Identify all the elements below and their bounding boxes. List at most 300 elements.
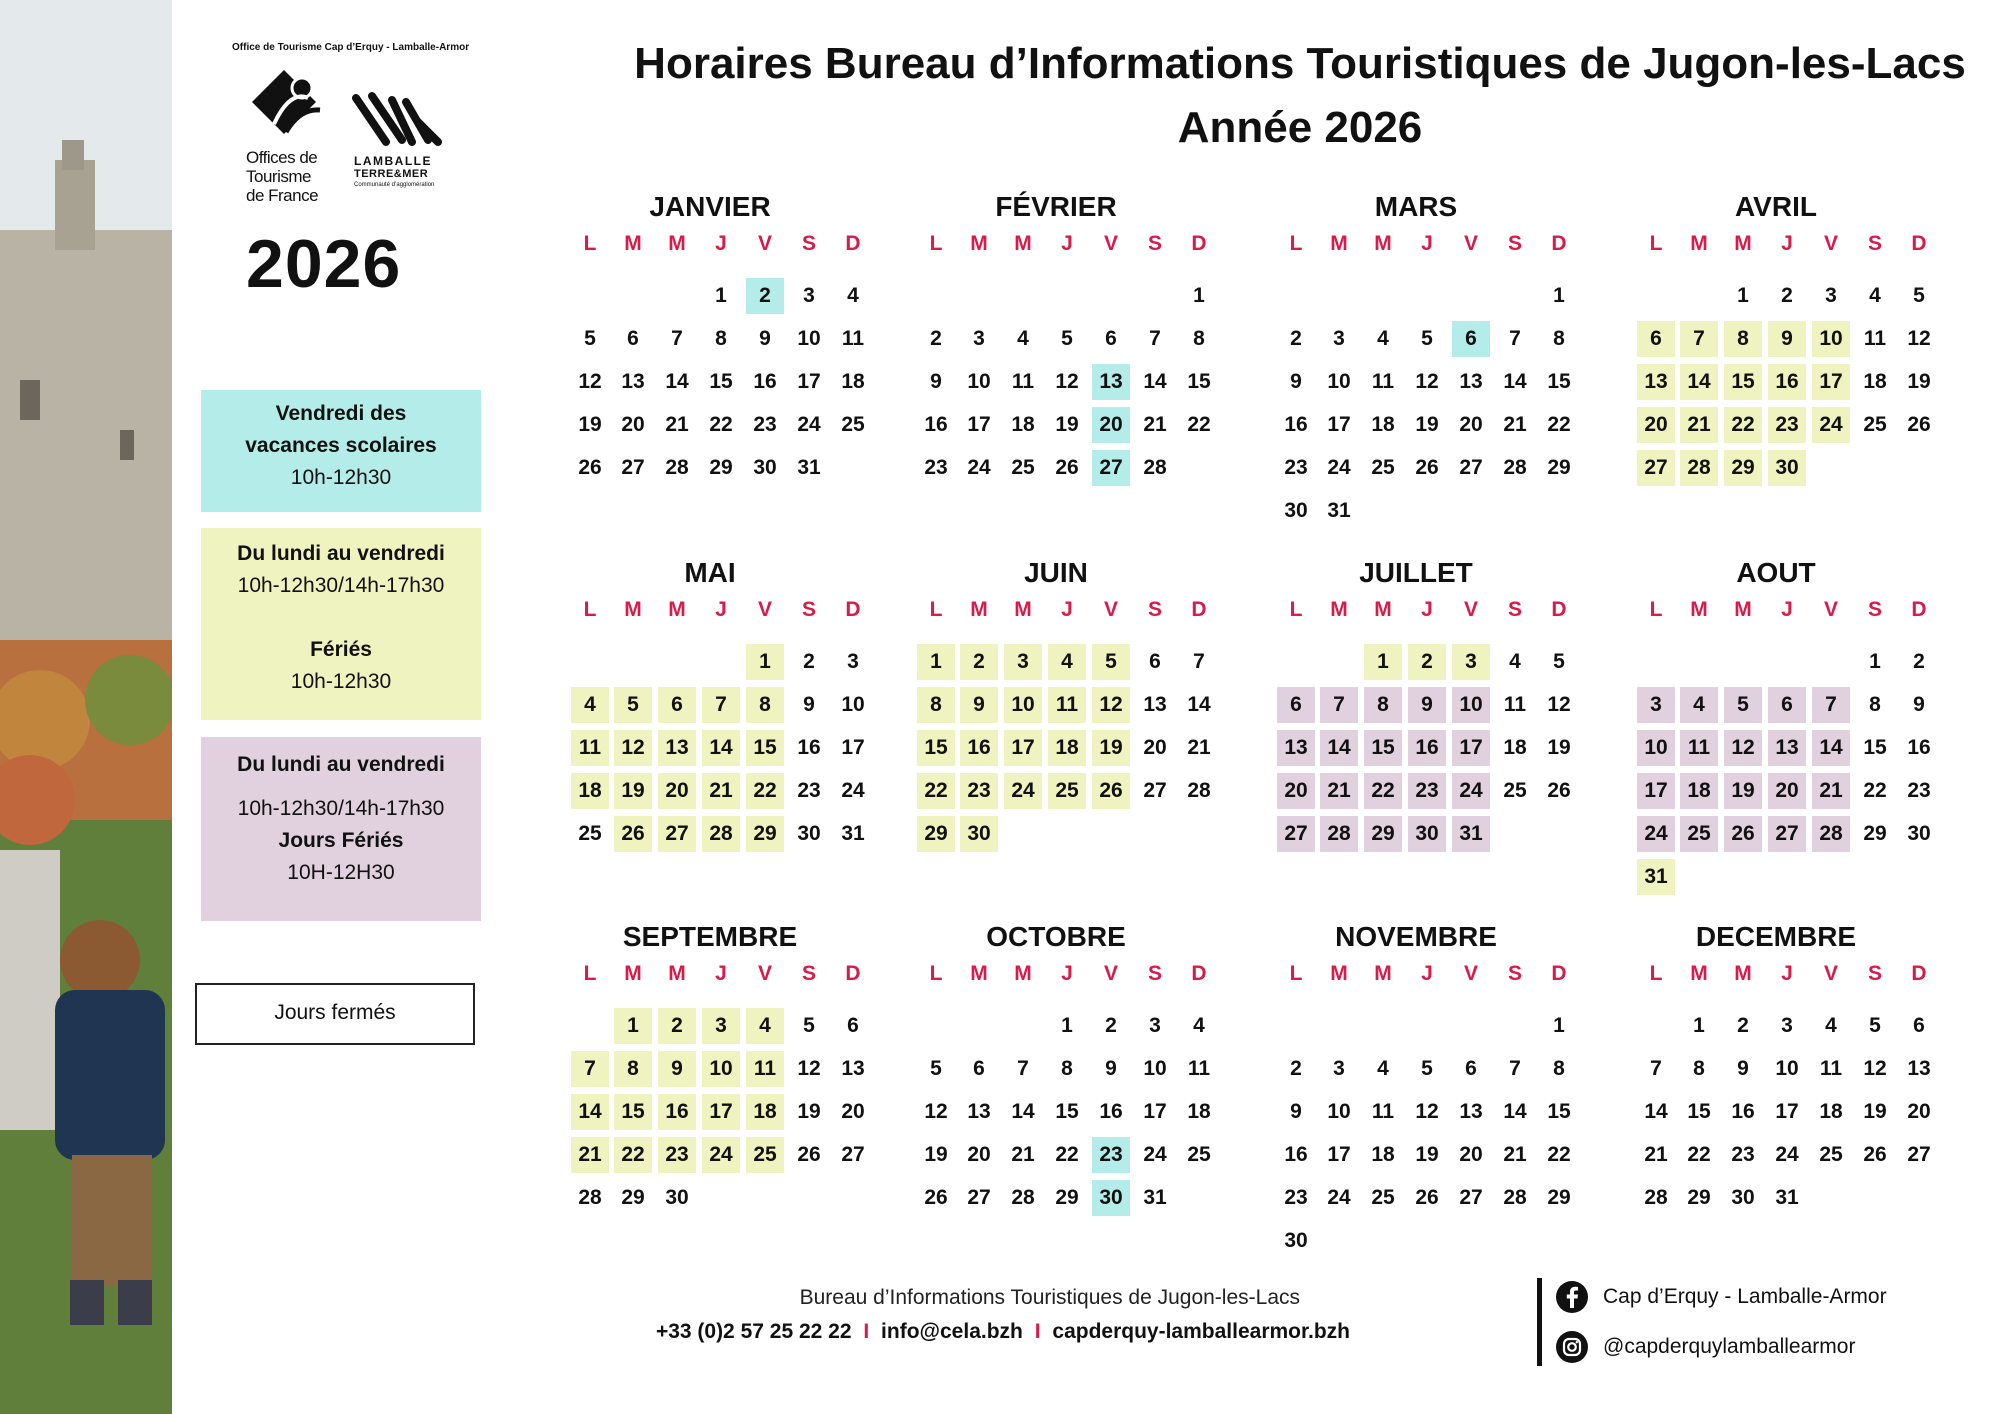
calendar-day: 29 [1724, 450, 1762, 486]
weekday-label: S [1147, 232, 1162, 255]
calendar-day: 15 [1547, 1100, 1571, 1123]
weekday-label: M [1690, 598, 1708, 621]
weekday-label: M [1374, 598, 1392, 621]
calendar-day: 27 [967, 1186, 991, 1209]
weekday-label: S [1507, 962, 1522, 985]
calendar-day: 3 [1333, 327, 1345, 350]
facebook-label: Cap d’Erquy - Lamballe-Armor [1603, 1285, 1887, 1308]
weekday-label: M [970, 232, 988, 255]
calendar-day: 2 [1913, 650, 1925, 673]
calendar-day: 8 [614, 1051, 652, 1087]
calendar-day: 15 [1863, 736, 1887, 759]
calendar-day: 28 [1187, 779, 1211, 802]
calendar-day: 12 [797, 1057, 821, 1080]
otf-logo-icon [246, 68, 330, 144]
calendar-day: 30 [1731, 1186, 1755, 1209]
legend-cyan-line1: Vendredi des [275, 402, 407, 425]
calendar-day: 21 [1011, 1143, 1035, 1166]
calendar-day: 5 [1553, 650, 1565, 673]
month-title: MARS [1374, 191, 1458, 222]
calendar-day: 4 [847, 284, 859, 307]
calendar-day: 18 [1503, 736, 1527, 759]
calendar-day: 12 [1055, 370, 1079, 393]
month-title: JUILLET [1359, 557, 1473, 588]
weekday-label: J [1061, 598, 1073, 621]
legend-cyan-line3: 10h-12h30 [290, 466, 392, 489]
calendar-day: 7 [1149, 327, 1161, 350]
calendar-day: 18 [571, 773, 609, 809]
month-8 [560, 920, 865, 1260]
facebook-link[interactable] [1555, 1280, 1887, 1314]
calendar-day: 29 [1547, 1186, 1571, 1209]
calendar-day: 7 [571, 1051, 609, 1087]
calendar-day: 14 [571, 1094, 609, 1130]
footer-contact-line [600, 1320, 1350, 1344]
title-line1: Horaires Bureau d’Informations Touristiques de Jugon-les-Lacs [634, 39, 1966, 88]
calendar-day: 21 [1503, 1143, 1527, 1166]
calendar-day: 12 [578, 370, 602, 393]
weekday-label: M [1330, 598, 1348, 621]
instagram-link[interactable] [1555, 1330, 1855, 1364]
calendar-day: 22 [1364, 773, 1402, 809]
calendar-day: 10 [1637, 730, 1675, 766]
weekday-label: S [1867, 598, 1882, 621]
calendar-day: 21 [1644, 1143, 1668, 1166]
calendar-day: 24 [702, 1137, 740, 1173]
offices-de-tourisme-logo [246, 68, 330, 210]
calendar-day: 27 [1459, 1186, 1483, 1209]
calendar-day: 14 [702, 730, 740, 766]
weekday-label: M [668, 962, 686, 985]
weekday-label: M [1734, 598, 1752, 621]
calendar-day: 11 [841, 327, 865, 350]
calendar-day: 4 [1869, 284, 1881, 307]
calendar-day: 13 [967, 1100, 991, 1123]
calendar-day: 14 [1812, 730, 1850, 766]
weekday-label: D [845, 962, 861, 985]
calendar-day: 24 [797, 413, 821, 436]
calendar-day: 23 [1284, 1186, 1308, 1209]
castle-photo [0, 0, 172, 1414]
calendar-day: 6 [1277, 687, 1315, 723]
weekday-label: V [1463, 962, 1478, 985]
weekday-label: M [1374, 232, 1392, 255]
calendar-day: 30 [1907, 822, 1931, 845]
calendar-day: 20 [1907, 1100, 1931, 1123]
month-1 [906, 190, 1211, 530]
footer-separator-1: I [863, 1320, 870, 1343]
calendar-day: 9 [803, 693, 815, 716]
calendar-day: 18 [1371, 1143, 1395, 1166]
weekday-label: D [1551, 232, 1567, 255]
calendar-day: 11 [1503, 693, 1527, 716]
calendar-day: 3 [1452, 644, 1490, 680]
otf-logo-line2: Tourisme [246, 167, 311, 186]
calendar-day: 22 [1547, 413, 1571, 436]
calendar-day: 23 [1768, 407, 1806, 443]
month-9 [906, 920, 1211, 1260]
title-line2: Année 2026 [1177, 103, 1423, 152]
legend-purple-line4: 10H-12H30 [287, 861, 395, 884]
calendar-day: 2 [803, 650, 815, 673]
calendar-day: 29 [917, 816, 955, 852]
calendar-day: 22 [746, 773, 784, 809]
calendar-day: 26 [924, 1186, 948, 1209]
calendar-day: 6 [658, 687, 696, 723]
calendar-day: 14 [1011, 1100, 1035, 1123]
calendar-day: 1 [1061, 1014, 1073, 1037]
month-3 [1626, 190, 1931, 530]
calendar-day: 17 [841, 736, 865, 759]
weekday-label: D [1191, 962, 1207, 985]
calendar-day: 5 [803, 1014, 815, 1037]
weekday-label: D [845, 232, 861, 255]
calendar-day: 31 [1637, 859, 1675, 895]
calendar-day: 28 [1143, 456, 1167, 479]
calendar-day: 31 [1775, 1186, 1799, 1209]
calendar-day: 30 [665, 1186, 689, 1209]
month-title: DECEMBRE [1695, 921, 1857, 952]
calendar-day: 2 [1781, 284, 1793, 307]
calendar-day: 24 [1812, 407, 1850, 443]
calendar-day: 26 [614, 816, 652, 852]
weekday-label: L [1649, 232, 1663, 255]
calendar-day: 16 [1284, 1143, 1308, 1166]
month-title: OCTOBRE [986, 921, 1126, 952]
calendar-day: 19 [1724, 773, 1762, 809]
calendar-day: 16 [1731, 1100, 1755, 1123]
calendar-day: 5 [1421, 1057, 1433, 1080]
calendar-day: 16 [658, 1094, 696, 1130]
legend-school-holiday-fridays [201, 390, 481, 512]
lamballe-terre-mer-logo [352, 92, 464, 196]
weekday-label: S [1147, 962, 1162, 985]
calendar-day: 10 [1812, 321, 1850, 357]
weekday-label: M [624, 598, 642, 621]
month-7 [1626, 556, 1931, 896]
calendar-day: 30 [1408, 816, 1446, 852]
legend-yellow-line3: Fériés [310, 638, 372, 661]
calendar-day: 1 [715, 284, 727, 307]
calendar-day: 30 [960, 816, 998, 852]
calendar-day: 25 [1863, 413, 1887, 436]
footer-email[interactable]: info@cela.bzh [881, 1320, 1023, 1343]
calendar-day: 28 [1812, 816, 1850, 852]
calendar-day: 16 [1768, 364, 1806, 400]
ltm-logo-line3: Communauté d’agglomération [354, 182, 435, 188]
calendar-day: 25 [1503, 779, 1527, 802]
calendar-day: 5 [1421, 327, 1433, 350]
month-10 [1266, 920, 1571, 1260]
calendar-day: 8 [1193, 327, 1205, 350]
calendar-day: 24 [1143, 1143, 1167, 1166]
calendar-day: 18 [1187, 1100, 1211, 1123]
calendar-day: 10 [1143, 1057, 1167, 1080]
calendar-day: 9 [1913, 693, 1925, 716]
weekday-label: V [1103, 598, 1118, 621]
calendar-day: 10 [702, 1051, 740, 1087]
footer-website[interactable]: capderquy-lamballearmor.bzh [1052, 1320, 1350, 1343]
calendar-day: 20 [1277, 773, 1315, 809]
weekday-label: V [1463, 598, 1478, 621]
calendar-day: 23 [1907, 779, 1931, 802]
weekday-label: S [1867, 232, 1882, 255]
calendar-day: 2 [746, 278, 784, 314]
calendar-day: 2 [1290, 1057, 1302, 1080]
calendar-day: 11 [1048, 687, 1086, 723]
weekday-label: L [929, 598, 943, 621]
calendar-day: 4 [571, 687, 609, 723]
weekday-label: V [1103, 962, 1118, 985]
calendar-day: 10 [1775, 1057, 1799, 1080]
calendar-day: 8 [746, 687, 784, 723]
calendar-day: 2 [1408, 644, 1446, 680]
calendar-day: 4 [1680, 687, 1718, 723]
calendar-day: 9 [1737, 1057, 1749, 1080]
calendar-day: 1 [1693, 1014, 1705, 1037]
calendar-day: 25 [1371, 456, 1395, 479]
calendar-day: 10 [1452, 687, 1490, 723]
calendar-day: 12 [1724, 730, 1762, 766]
calendar-day: 27 [1768, 816, 1806, 852]
weekday-label: L [929, 962, 943, 985]
calendar-day: 9 [930, 370, 942, 393]
weekday-label: L [1649, 598, 1663, 621]
weekday-label: D [1551, 598, 1567, 621]
logo-caption: Office de Tourisme Cap d’Erquy - Lamballe-Armor [232, 42, 470, 53]
calendar-day: 18 [1371, 413, 1395, 436]
weekday-label: J [1421, 598, 1433, 621]
calendar-day: 31 [1452, 816, 1490, 852]
calendar-day: 12 [924, 1100, 948, 1123]
weekday-label: L [583, 962, 597, 985]
calendar-day: 18 [1048, 730, 1086, 766]
calendar-day: 31 [841, 822, 865, 845]
legend-weekdays-spring [201, 528, 481, 720]
calendar-day: 12 [1907, 327, 1931, 350]
calendar-day: 12 [1415, 370, 1439, 393]
weekday-label: V [1463, 232, 1478, 255]
weekday-label: L [1289, 598, 1303, 621]
calendar-day: 25 [1048, 773, 1086, 809]
calendar-day: 5 [930, 1057, 942, 1080]
legend-purple-line2: 10h-12h30/14h-17h30 [237, 797, 445, 820]
calendar-day: 18 [1819, 1100, 1843, 1123]
weekday-label: S [1867, 962, 1882, 985]
ltm-logo-line2: TERRE&MER [354, 168, 429, 180]
legend-yellow-line1: Du lundi au vendredi [237, 542, 445, 565]
calendar-day: 19 [1055, 413, 1079, 436]
calendar-day: 12 [614, 730, 652, 766]
weekday-label: M [1690, 232, 1708, 255]
calendar-day: 14 [1320, 730, 1358, 766]
month-11 [1626, 920, 1931, 1260]
calendar-day: 25 [1819, 1143, 1843, 1166]
calendar-day: 28 [578, 1186, 602, 1209]
calendar-day: 8 [1553, 1057, 1565, 1080]
calendar-day: 13 [1143, 693, 1167, 716]
calendar-day: 17 [702, 1094, 740, 1130]
weekday-label: J [715, 598, 727, 621]
calendar-day: 7 [1680, 321, 1718, 357]
calendar-day: 13 [1459, 1100, 1483, 1123]
calendar-day: 19 [924, 1143, 948, 1166]
month-title: JUIN [1024, 557, 1088, 588]
calendar-day: 22 [709, 413, 733, 436]
calendar-day: 22 [1187, 413, 1211, 436]
calendar-day: 6 [1149, 650, 1161, 673]
calendar-day: 17 [1452, 730, 1490, 766]
calendar-day: 22 [917, 773, 955, 809]
weekday-label: M [1374, 962, 1392, 985]
weekday-label: S [801, 962, 816, 985]
weekday-label: M [1014, 962, 1032, 985]
calendar-day: 18 [841, 370, 865, 393]
calendar-day: 26 [1415, 456, 1439, 479]
weekday-label: D [1911, 598, 1927, 621]
calendar-day: 23 [924, 456, 948, 479]
calendar-day: 29 [1364, 816, 1402, 852]
weekday-label: S [1507, 232, 1522, 255]
calendar-day: 7 [671, 327, 683, 350]
calendar-day: 15 [1687, 1100, 1711, 1123]
calendar-day: 22 [1687, 1143, 1711, 1166]
calendar-day: 11 [1863, 327, 1887, 350]
calendar-day: 9 [1408, 687, 1446, 723]
calendar-day: 7 [1509, 1057, 1521, 1080]
calendar-day: 27 [1907, 1143, 1931, 1166]
weekday-label: D [1551, 962, 1567, 985]
weekday-label: J [1061, 962, 1073, 985]
calendar-day: 27 [1459, 456, 1483, 479]
calendar-day: 20 [658, 773, 696, 809]
calendar-day: 13 [621, 370, 645, 393]
calendar-day: 29 [746, 816, 784, 852]
calendar-day: 7 [1812, 687, 1850, 723]
weekday-label: M [624, 232, 642, 255]
calendar-day: 24 [1775, 1143, 1799, 1166]
calendar-day: 31 [1143, 1186, 1167, 1209]
otf-logo-line3: de France [246, 186, 319, 205]
calendar-day: 21 [1812, 773, 1850, 809]
calendar-day: 15 [1724, 364, 1762, 400]
weekday-label: M [1330, 962, 1348, 985]
calendar-day: 25 [1187, 1143, 1211, 1166]
calendar-day: 23 [1092, 1137, 1130, 1173]
calendar-day: 24 [1327, 1186, 1351, 1209]
calendar-day: 3 [1781, 1014, 1793, 1037]
calendar-day: 21 [571, 1137, 609, 1173]
castle-photo-illustration [0, 0, 172, 1414]
calendar-day: 20 [1459, 413, 1483, 436]
year-label: 2026 [246, 226, 402, 302]
month-title: JANVIER [649, 191, 771, 222]
calendar-day: 21 [1187, 736, 1211, 759]
weekday-label: S [801, 232, 816, 255]
calendar-day: 24 [1327, 456, 1351, 479]
calendar-day: 31 [1327, 499, 1351, 522]
calendar-day: 13 [658, 730, 696, 766]
weekday-label: D [1191, 598, 1207, 621]
month-2 [1266, 190, 1571, 530]
calendar-day: 6 [1465, 1057, 1477, 1080]
month-title: AVRIL [1735, 191, 1817, 222]
calendar-day: 16 [960, 730, 998, 766]
weekday-label: S [801, 598, 816, 621]
footer-phone[interactable]: +33 (0)2 57 25 22 22 [655, 1320, 852, 1343]
calendar-day: 25 [746, 1137, 784, 1173]
calendar-day: 19 [797, 1100, 821, 1123]
calendar-day: 30 [1092, 1180, 1130, 1216]
calendar-day: 11 [1680, 730, 1718, 766]
calendar-day: 22 [1724, 407, 1762, 443]
calendar-day: 26 [1907, 413, 1931, 436]
calendar-day: 4 [1509, 650, 1521, 673]
month-title: NOVEMBRE [1335, 921, 1497, 952]
ltm-logo-icon [352, 92, 442, 150]
calendar-day: 1 [1364, 644, 1402, 680]
calendar-day: 19 [1092, 730, 1130, 766]
calendar-day: 25 [578, 822, 602, 845]
calendar-day: 9 [960, 687, 998, 723]
calendar-day: 29 [621, 1186, 645, 1209]
calendar-day: 24 [841, 779, 865, 802]
weekday-label: S [1507, 598, 1522, 621]
calendar-day: 3 [1825, 284, 1837, 307]
calendar-day: 20 [1143, 736, 1167, 759]
calendar-day: 23 [1731, 1143, 1755, 1166]
calendar-day: 20 [1768, 773, 1806, 809]
month-title: FÉVRIER [995, 191, 1117, 222]
calendar-day: 12 [1547, 693, 1571, 716]
calendar-day: 25 [841, 413, 865, 436]
calendar-day: 26 [578, 456, 602, 479]
calendar-day: 7 [1320, 687, 1358, 723]
calendar-day: 24 [967, 456, 991, 479]
calendar-day: 18 [1680, 773, 1718, 809]
calendar-day: 1 [746, 644, 784, 680]
calendar-day: 9 [1768, 321, 1806, 357]
legend-yellow-spacer [201, 602, 481, 634]
calendar-day: 8 [1693, 1057, 1705, 1080]
calendar-day: 1 [1737, 284, 1749, 307]
calendar-day: 3 [1149, 1014, 1161, 1037]
calendar-day: 7 [702, 687, 740, 723]
calendar-day: 26 [1055, 456, 1079, 479]
weekday-label: M [1690, 962, 1708, 985]
calendar-day: 23 [658, 1137, 696, 1173]
calendar-day: 7 [1650, 1057, 1662, 1080]
calendar-day: 22 [1547, 1143, 1571, 1166]
calendar-day: 17 [1004, 730, 1042, 766]
weekday-label: M [668, 232, 686, 255]
calendar-day: 7 [1509, 327, 1521, 350]
calendar-day: 17 [1143, 1100, 1167, 1123]
calendar-day: 16 [1907, 736, 1931, 759]
calendar-day: 18 [1011, 413, 1035, 436]
calendar-day: 16 [1408, 730, 1446, 766]
calendar-day: 13 [1277, 730, 1315, 766]
calendar-day: 1 [1193, 284, 1205, 307]
calendar-day: 14 [1680, 364, 1718, 400]
calendar-day: 24 [1004, 773, 1042, 809]
calendar-day: 14 [665, 370, 689, 393]
calendar-day: 21 [1680, 407, 1718, 443]
calendar-day: 23 [1284, 456, 1308, 479]
calendar-day: 28 [1011, 1186, 1035, 1209]
weekday-label: M [970, 962, 988, 985]
calendar-day: 28 [1503, 1186, 1527, 1209]
